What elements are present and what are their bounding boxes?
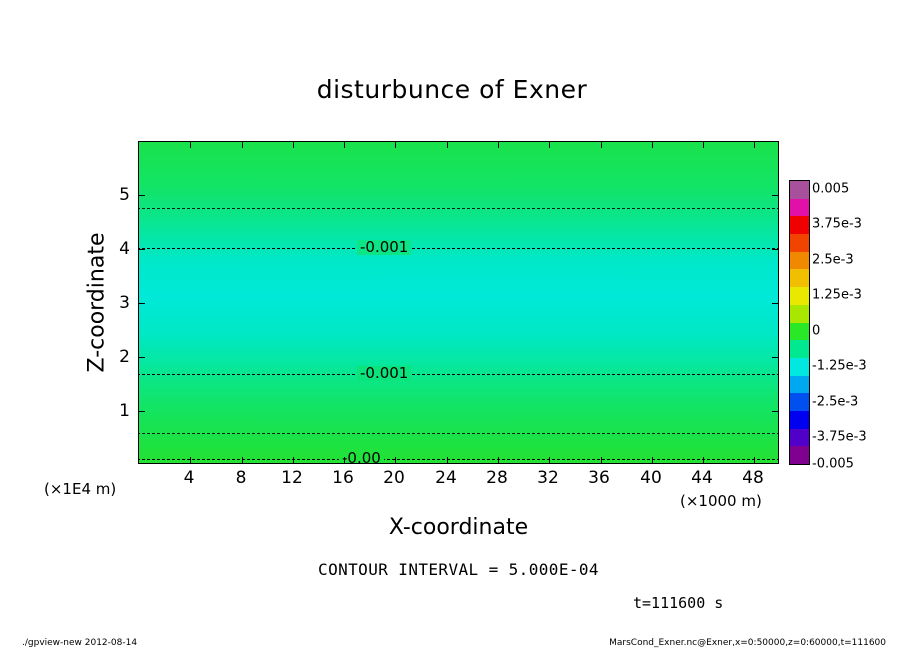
x-tick-16 (344, 457, 345, 463)
colorbar-cell-5 (790, 269, 809, 287)
x-tick-4 (190, 457, 191, 463)
colorbar-cell-13 (790, 411, 809, 429)
page-title: disturbunce of Exner (316, 75, 588, 104)
x-tick-top-28 (498, 142, 499, 148)
colorbar-label-6: -2.5e-3 (812, 394, 859, 410)
colorbar-cell-7 (790, 305, 809, 323)
y-tick-right-1 (772, 411, 778, 412)
x-tick-top-4 (190, 142, 191, 148)
x-tick-top-24 (447, 142, 448, 148)
x-tick-label-40: 40 (640, 468, 662, 488)
y-tick-label-2: 2 (119, 347, 130, 367)
colorbar-label-1: 3.75e-3 (812, 216, 862, 232)
x-tick-top-40 (652, 142, 653, 148)
y-tick-right-3 (772, 303, 778, 304)
y-tick-1 (139, 411, 145, 412)
colorbar-label-3: 1.25e-3 (812, 287, 862, 303)
x-tick-8 (242, 457, 243, 463)
colorbar-cell-4 (790, 252, 809, 270)
colorbar-cell-0 (790, 181, 809, 199)
x-tick-label-4: 4 (183, 468, 195, 488)
x-tick-48 (754, 457, 755, 463)
x-tick-top-12 (293, 142, 294, 148)
colorbar-cell-3 (790, 234, 809, 252)
x-tick-44 (703, 457, 704, 463)
y-tick-right-4 (772, 249, 778, 250)
colorbar-cell-6 (790, 287, 809, 305)
x-tick-12 (293, 457, 294, 463)
x-tick-top-44 (703, 142, 704, 148)
contour-label-lower: -0.001 (357, 366, 411, 381)
x-tick-label-44: 44 (691, 468, 713, 488)
x-tick-top-16 (344, 142, 345, 148)
time-annotation: t=111600 s (633, 594, 724, 612)
x-axis-label: X-coordinate (388, 515, 529, 540)
y-tick-3 (139, 303, 145, 304)
x-tick-label-16: 16 (332, 468, 354, 488)
contour-line-0.0005-lower (138, 433, 779, 434)
y-axis-units: (×1E4 m) (44, 480, 117, 498)
colorbar-cell-15 (790, 446, 809, 464)
x-tick-label-32: 32 (537, 468, 559, 488)
x-tick-top-32 (549, 142, 550, 148)
x-tick-label-20: 20 (383, 468, 405, 488)
x-tick-40 (652, 457, 653, 463)
x-tick-top-48 (754, 142, 755, 148)
contour-fill-field (139, 142, 778, 463)
x-tick-label-28: 28 (486, 468, 508, 488)
y-axis-label: Z-coordinate (84, 232, 110, 373)
colorbar-cell-2 (790, 216, 809, 234)
colorbar-cell-8 (790, 323, 809, 341)
contour-line-0.001-lower (138, 374, 779, 375)
x-tick-label-36: 36 (588, 468, 610, 488)
colorbar-label-4: 0 (812, 323, 821, 339)
x-axis-units: (×1000 m) (680, 492, 762, 510)
contour-interval-note: CONTOUR INTERVAL = 5.000E-04 (318, 560, 599, 579)
colorbar-label-7: -3.75e-3 (812, 429, 867, 445)
contour-line-0.0005-upper (138, 208, 779, 209)
x-tick-label-48: 48 (742, 468, 764, 488)
colorbar-label-2: 2.5e-3 (812, 252, 854, 268)
colorbar-cell-14 (790, 429, 809, 447)
x-tick-label-12: 12 (281, 468, 303, 488)
y-tick-4 (139, 249, 145, 250)
x-tick-label-24: 24 (435, 468, 457, 488)
colorbar (789, 180, 810, 465)
contour-line-0.000 (138, 459, 779, 460)
colorbar-label-0: 0.005 (812, 181, 850, 197)
x-tick-label-8: 8 (235, 468, 247, 488)
y-tick-label-1: 1 (119, 401, 130, 421)
y-tick-2 (139, 357, 145, 358)
x-tick-top-8 (242, 142, 243, 148)
x-tick-top-20 (395, 142, 396, 148)
contour-label-upper: -0.001 (357, 240, 411, 255)
plot-area (138, 141, 779, 464)
y-tick-label-3: 3 (119, 293, 130, 313)
y-tick-label-4: 4 (119, 239, 130, 259)
colorbar-label-5: -1.25e-3 (812, 358, 867, 374)
colorbar-cell-10 (790, 358, 809, 376)
colorbar-cell-11 (790, 376, 809, 394)
footer-left-text: ./gpview-new 2012-08-14 (22, 638, 138, 648)
x-tick-36 (601, 457, 602, 463)
x-tick-32 (549, 457, 550, 463)
y-tick-right-2 (772, 357, 778, 358)
colorbar-label-8: -0.005 (812, 456, 854, 472)
y-tick-right-5 (772, 195, 778, 196)
x-tick-20 (395, 457, 396, 463)
colorbar-cell-1 (790, 199, 809, 217)
contour-label-zero: -0.00 (339, 451, 384, 464)
colorbar-cell-9 (790, 340, 809, 358)
y-tick-5 (139, 195, 145, 196)
contour-line-0.001-upper (138, 248, 779, 249)
x-tick-28 (498, 457, 499, 463)
colorbar-cell-12 (790, 393, 809, 411)
y-tick-label-5: 5 (119, 185, 130, 205)
footer-right-text: MarsCond_Exner.nc@Exner,x=0:50000,z=0:60000,t=111600 (609, 638, 886, 648)
x-tick-top-36 (601, 142, 602, 148)
x-tick-24 (447, 457, 448, 463)
